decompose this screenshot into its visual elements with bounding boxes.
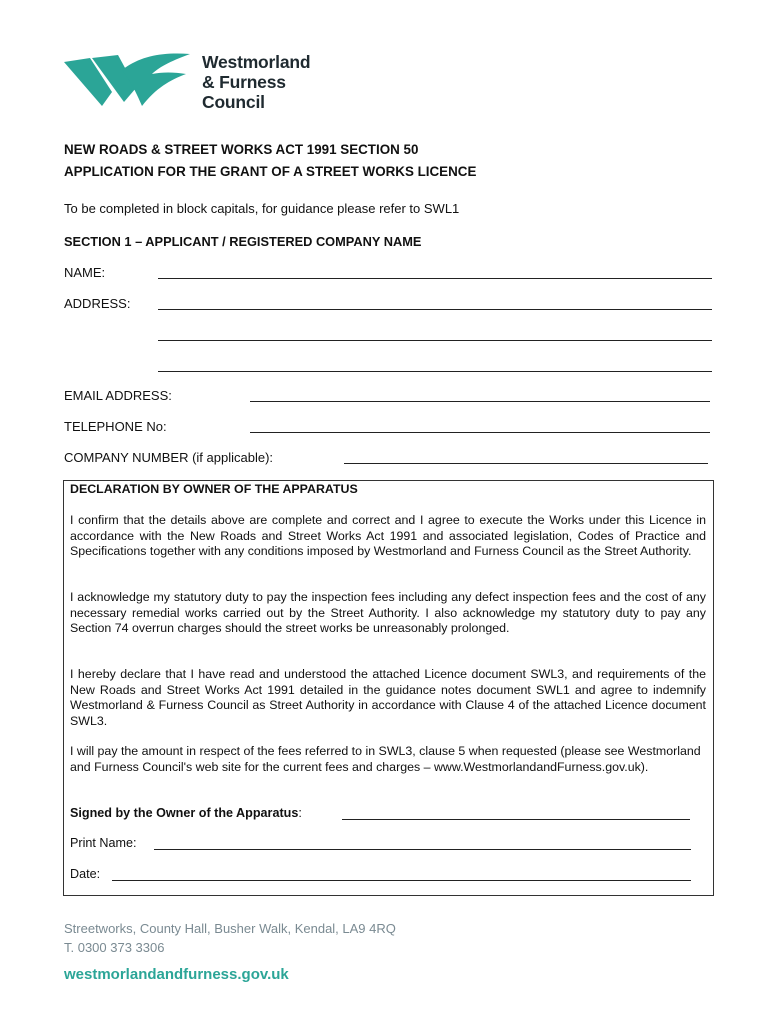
- declaration-para4: I will pay the amount in respect of the fees referred to in SWL3, clause 5 when requested (please see Westmorland and Furness Council's web site for the current fees and charges – www.WestmorlandandFurness.gov.uk).: [70, 744, 701, 774]
- instruction-text: To be completed in block capitals, for guidance please refer to SWL1: [64, 201, 460, 216]
- name-field[interactable]: [158, 278, 712, 279]
- signed-label: [70, 806, 302, 820]
- footer-address: Streetworks, County Hall, Busher Walk, Kendal, LA9 4RQ: [64, 921, 396, 936]
- council-name: [202, 52, 310, 112]
- email-field[interactable]: [250, 401, 710, 402]
- date-label: Date:: [70, 867, 101, 881]
- company-number-field[interactable]: [344, 463, 708, 464]
- form-title-line1: NEW ROADS & STREET WORKS ACT 1991 SECTION 50: [64, 142, 419, 157]
- telephone-label: TELEPHONE No:: [64, 419, 167, 434]
- print-name-label: Print Name:: [70, 836, 137, 850]
- signed-colon: :: [298, 806, 302, 820]
- council-name-line1: Westmorland: [202, 52, 311, 72]
- name-label: NAME:: [64, 265, 106, 280]
- declaration-para3: I hereby declare that I have read and understood the attached Licence document SWL3, and requirements of the New Roads and Street Works Act 1991 detailed in the guidance notes document SWL1 and agree to indemnify Westmorland & Furness Council as Street Authority in accordance with Clause 4 of the attached Licence document SWL3.: [70, 667, 706, 728]
- address-field-line2[interactable]: [158, 340, 712, 341]
- company-number-label: COMPANY NUMBER (if applicable):: [64, 450, 274, 465]
- section1-title: SECTION 1 – APPLICANT / REGISTERED COMPANY NAME: [64, 234, 422, 249]
- website-link[interactable]: westmorlandandfurness.gov.uk: [64, 966, 289, 983]
- signed-label-text: Signed by the Owner of the Apparatus: [70, 806, 299, 820]
- declaration-para2: I acknowledge my statutory duty to pay the inspection fees including any defect inspection fees and the cost of any necessary remedial works carried out by the Street Authority. I also acknowledge my statutory duty to pay any Section 74 overrun charges should the street works be unreasonably prolonged.: [70, 590, 706, 635]
- signature-field[interactable]: [342, 819, 690, 820]
- declaration-title: DECLARATION BY OWNER OF THE APPARATUS: [70, 482, 358, 496]
- form-title-line2: APPLICATION FOR THE GRANT OF A STREET WORKS LICENCE: [64, 164, 477, 179]
- declaration-para1: I confirm that the details above are complete and correct and I agree to execute the Works under this Licence in accordance with the New Roads and Street Works Act 1991 and associated legislation, Codes of Practice and Specifications together with any conditions imposed by Westmorland and Furness Council as the Street Authority.: [70, 513, 706, 558]
- date-field[interactable]: [112, 880, 691, 881]
- address-field-line1[interactable]: [158, 309, 712, 310]
- print-name-field[interactable]: [154, 849, 691, 850]
- council-logo-icon: [62, 48, 192, 110]
- address-label: ADDRESS:: [64, 296, 131, 311]
- footer-telephone: T. 0300 373 3306: [64, 940, 165, 955]
- telephone-field[interactable]: [250, 432, 710, 433]
- council-name-line3: Council: [202, 92, 265, 112]
- council-name-line2: & Furness: [202, 72, 286, 92]
- address-field-line3[interactable]: [158, 371, 712, 372]
- email-label: EMAIL ADDRESS:: [64, 388, 172, 403]
